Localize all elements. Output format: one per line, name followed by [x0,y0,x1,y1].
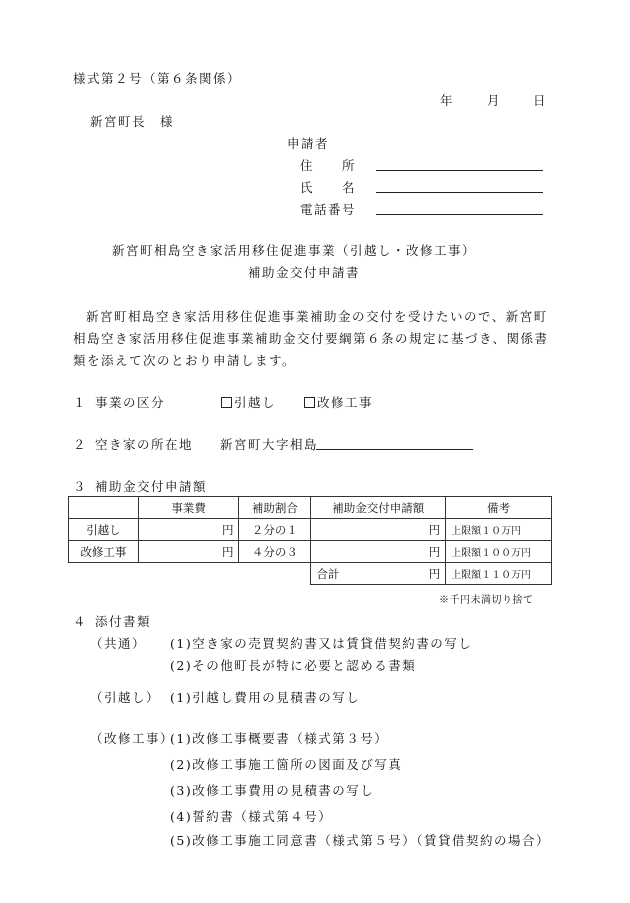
attachment-item: (4)誓約書（様式第４号） [170,809,333,824]
ratio-cell: ２分の１ [239,519,311,541]
note-cell: 上限額１００万円 [446,541,552,563]
attachment-item: (2)改修工事施工箇所の図面及び写真 [170,757,403,772]
note-cell: 上限額１０万円 [446,519,552,541]
table-header-row [69,497,552,519]
header-amount: 補助金交付申請額 [311,497,446,519]
name-field[interactable] [376,192,543,193]
section3-title: 補助金交付申請額 [95,479,208,494]
attachment-item: (1)改修工事概要書（様式第３号） [170,731,389,746]
location-field[interactable] [316,449,473,450]
amount-table [68,496,552,585]
footnote: ※千円未満切り捨て [439,595,534,606]
header-cost: 事業費 [138,497,239,519]
location-prefix: 新宮町大字相島 [220,437,319,452]
header-note: 備考 [446,497,552,519]
form-number: 様式第２号（第６条関係） [73,71,242,86]
total-cell[interactable] [311,563,446,585]
address-field[interactable] [376,170,543,171]
applicant-label: 申請者 [287,136,330,151]
option-moving[interactable] [221,393,276,411]
row-label: 改修工事 [69,541,139,563]
amount-cell[interactable]: 円 [311,541,446,563]
attachment-item: (5)改修工事施工同意書（様式第５号）（賃貸借契約の場合） [170,833,550,848]
date-day-label: 日 [533,93,548,108]
section2-title: 空き家の所在地 [95,437,194,452]
name-label: 氏 名 [300,180,357,195]
option-moving-label: 引越し [234,395,277,410]
section3-number: ３ [73,479,88,494]
date-month-label: 月 [487,93,502,108]
group-common-label: （共通） [90,636,147,651]
checkbox-renovation[interactable] [304,397,315,408]
table-row [69,541,552,563]
section2-number: ２ [73,437,88,452]
header-blank [69,497,139,519]
phone-label: 電話番号 [300,202,357,217]
group-moving-label: （引越し） [90,690,161,705]
address-label: 住 所 [300,158,357,173]
option-renovation-label: 改修工事 [317,395,374,410]
section1-number: １ [73,395,88,410]
row-label: 引越し [69,519,139,541]
section4-title: 添付書類 [95,614,152,629]
amount-cell[interactable]: 円 [311,519,446,541]
document-title-line2: 補助金交付申請書 [248,265,361,280]
checkbox-moving[interactable] [221,397,232,408]
body-text-line3: 類を添えて次のとおり申請します。 [73,353,297,368]
document-title-line1: 新宮町相島空き家活用移住促進事業（引越し・改修工事） [112,243,477,258]
addressee: 新宮町長 様 [90,114,175,129]
table-total-row [69,563,552,585]
attachment-item: (3)改修工事費用の見積書の写し [170,783,375,798]
attachment-item: (1)空き家の売買契約書又は賃貸借契約書の写し [170,636,473,651]
date-year-label: 年 [440,93,455,108]
cost-cell[interactable]: 円 [138,519,239,541]
total-unit: 円 [428,566,441,581]
blank-cell [239,563,311,585]
section4-number: ４ [73,614,88,629]
blank-cell [69,563,139,585]
phone-field[interactable] [376,214,543,215]
attachment-item: (2)その他町長が特に必要と認める書類 [170,658,417,673]
header-ratio: 補助割合 [239,497,311,519]
blank-cell [138,563,239,585]
cost-cell[interactable]: 円 [138,541,239,563]
ratio-cell: ４分の３ [239,541,311,563]
table-row [69,519,552,541]
group-renovation-label: （改修工事） [90,731,175,746]
attachment-item: (1)引越し費用の見積書の写し [170,690,361,705]
body-text-line1: 新宮町相島空き家活用移住促進事業補助金の交付を受けたいので、新宮町 [86,309,548,324]
body-text-line2: 相島空き家活用移住促進事業補助金交付要綱第６条の規定に基づき、関係書 [73,331,549,346]
section1-title: 事業の区分 [95,395,166,410]
total-label: 合計 [316,566,340,581]
total-note-cell: 上限額１１０万円 [446,563,552,585]
option-renovation[interactable] [304,393,373,411]
